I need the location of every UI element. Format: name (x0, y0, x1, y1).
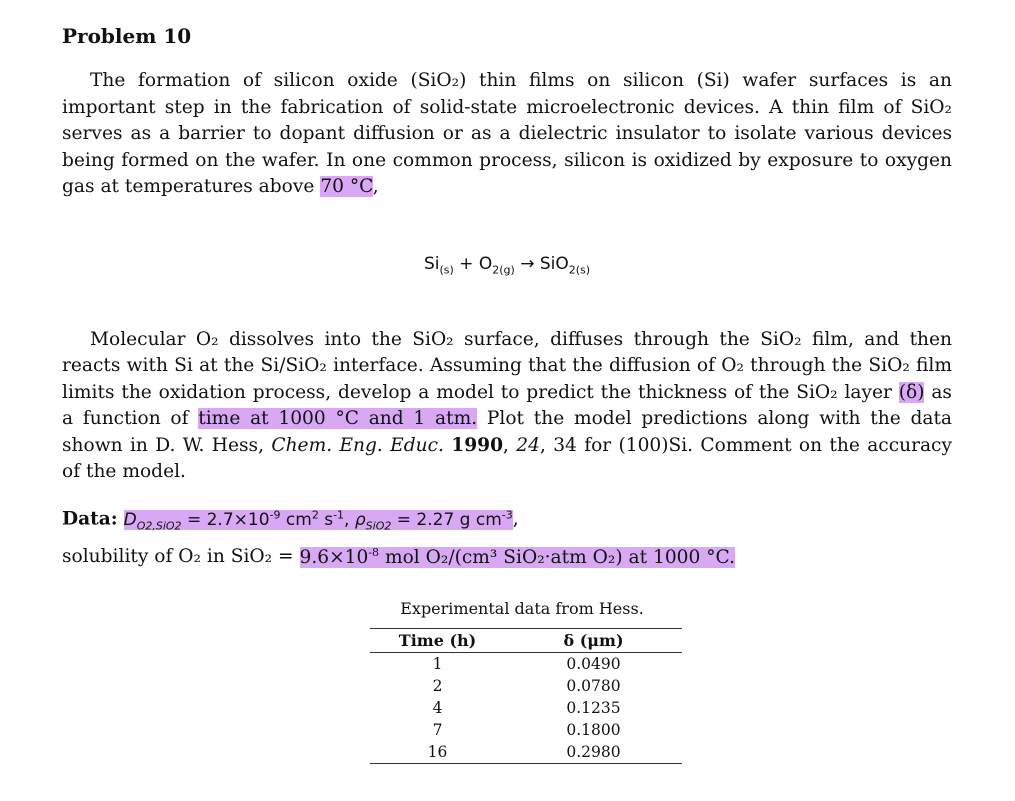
thickness-cell: 0.0780 (566, 677, 621, 695)
highlight-diffusivity-density: $D_{O2,SiO2} = 2.7\times 10^{-9}$ $cm^2$ $s^{-1}$, $\rho_{SiO2} = 2.27$ g $cm^{-3}$ (123, 507, 513, 532)
reaction-equation: $Si_{(s)} + O_{2(g)} \to SiO_{2(s)}$ (423, 253, 591, 276)
table-row (370, 697, 682, 719)
header-thickness: δ (μm) (505, 629, 682, 653)
time-cell: 2 (432, 677, 443, 695)
journal-year: 1990 (451, 434, 504, 456)
model-text-1: Molecular O₂ dissolves into the SiO₂ surface, diffuses through the SiO₂ film, and then reacts with Si at the Si/SiO₂ interface. Assuming that the diffusion of O₂ through the SiO₂ film limits the oxidation process, develop a model to predict the thickness of the SiO₂ layer (62, 328, 952, 403)
model-text-4: , 34 for (100)Si. Comment on the accuracy of the model. (62, 434, 952, 483)
intro-text: The formation of silicon oxide (SiO₂) thin films on silicon (Si) wafer surfaces is an important step in the fabrication of solid-state microelectronic devices. A thin film of SiO₂ serves as a barrier to dopant diffusion or as a dielectric insulator to isolate various devices being formed on the wafer. In one common process, silicon is oxidized by exposure to oxygen gas at temperatures above (62, 70, 952, 197)
table-caption: Experimental data from Hess. (400, 599, 644, 618)
data-label: Data: (62, 508, 118, 530)
thickness-cell: 0.1800 (566, 721, 621, 739)
highlight-temperature: 70 °C (320, 176, 373, 197)
data-line-2 (62, 539, 952, 571)
problem-title: Problem 10 (62, 24, 192, 48)
experimental-data-table (370, 628, 682, 764)
problem-page (62, 22, 952, 571)
highlight-solubility: $9.6\times 10^{-8}$ mol O₂/(cm³ SiO₂·atm O₂) at 1000 °C. (299, 545, 735, 568)
journal-volume: 24 (516, 434, 540, 456)
data-block (62, 502, 952, 571)
solubility-prefix: solubility of O₂ in SiO₂ = (62, 546, 294, 568)
table-row (370, 675, 682, 697)
thickness-cell: 0.2980 (505, 741, 682, 764)
intro-tail: , (372, 176, 379, 197)
table-row (370, 719, 682, 741)
table-row (370, 741, 682, 764)
time-cell: 7 (432, 721, 443, 739)
data-line-1 (62, 502, 952, 540)
experimental-data-table-block (370, 598, 682, 764)
model-paragraph: Molecular O₂ dissolves into the SiO₂ surface, diffuses through the SiO₂ film, and then reacts with Si at the Si/SiO₂ interface. Assuming that the diffusion of O₂ through the SiO₂ film limits the oxidation process, develop a model to predict the thickness of the SiO₂ layer (δ) as a function of time at 1000 °C and 1 atm. Plot the model predictions along with the data shown in D. W. Hess, Chem. Eng. Educ. 1990, 24, 34 for (100)Si. Comment on the accuracy of the model. (62, 328, 952, 483)
thickness-cell: 0.0490 (566, 655, 621, 673)
thickness-cell: 0.1235 (566, 699, 621, 717)
time-cell: 16 (370, 741, 505, 764)
model-text-2: as a function of (62, 381, 952, 430)
data-line-1-tail: , (512, 508, 519, 530)
table-row (370, 653, 682, 676)
model-text-3: Plot the model predictions along with the data shown in D. W. Hess, (62, 408, 952, 456)
header-time: Time (h) (370, 629, 505, 653)
time-cell: 1 (432, 655, 443, 673)
time-cell: 4 (432, 699, 443, 717)
intro-paragraph (62, 68, 952, 201)
journal-name: Chem. Eng. Educ. (271, 434, 444, 456)
highlight-delta: (δ) (898, 381, 925, 403)
table-header-row (370, 629, 682, 653)
highlight-conditions: time at 1000 °C and 1 atm. (198, 408, 478, 430)
